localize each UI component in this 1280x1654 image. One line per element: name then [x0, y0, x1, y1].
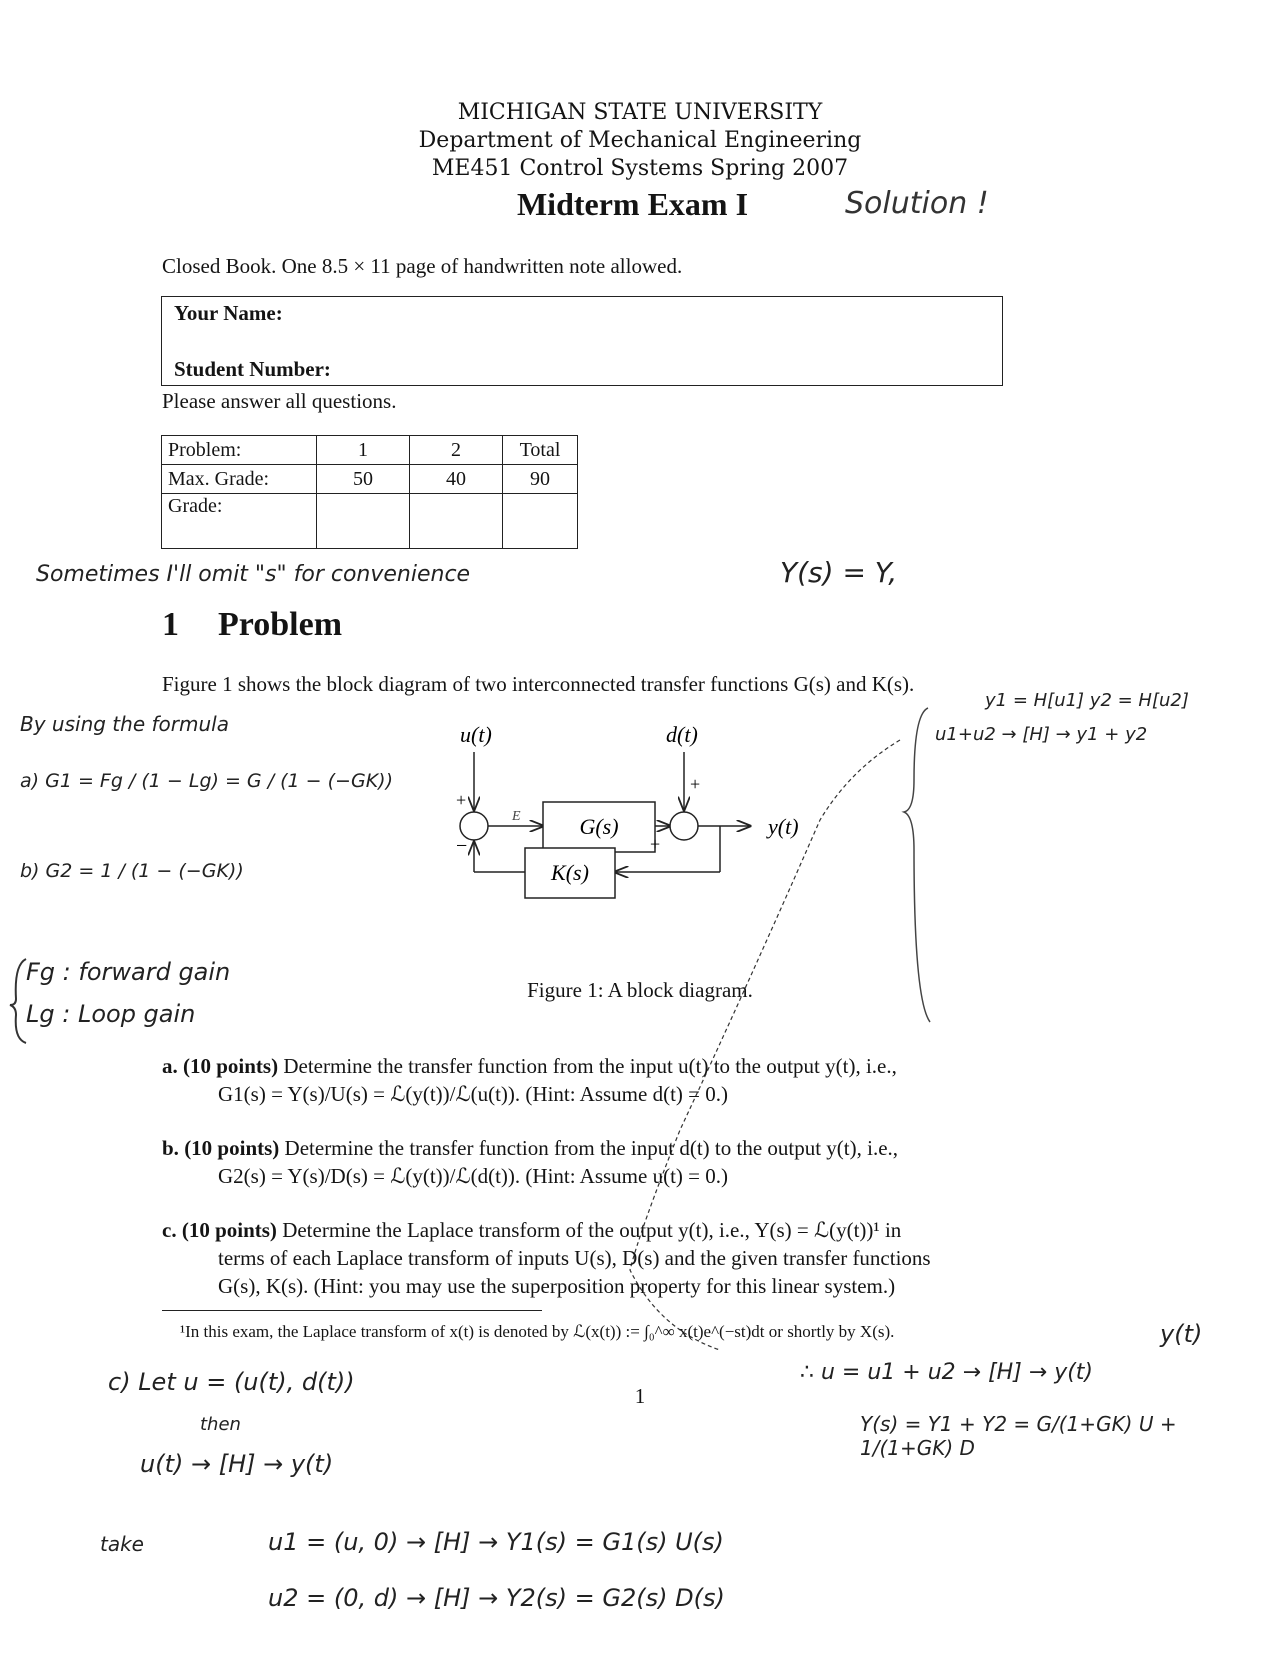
table-cell: [410, 494, 503, 549]
plus-sign: +: [456, 790, 467, 810]
table-cell: Grade:: [162, 494, 317, 549]
y-label: y(t): [768, 814, 799, 839]
question-c-text: Determine the Laplace transform of the output y(t), i.e., Y(s) = ℒ(y(t))¹ in: [282, 1218, 902, 1242]
question-a-letter: a.: [162, 1054, 178, 1078]
table-cell: Max. Grade:: [162, 465, 317, 494]
solution-note: Solution !: [845, 186, 989, 221]
handwritten-c-then: then: [200, 1414, 241, 1435]
question-c-line3: G(s), K(s). (Hint: you may use the superposition property for this linear system.): [218, 1274, 896, 1298]
exam-title: Midterm Exam I: [516, 186, 749, 222]
handwritten-c-result-1: ∴ u = u1 + u2 → [H] → y(t): [800, 1360, 1094, 1385]
handwritten-c-let: c) Let u = (u(t), d(t)): [108, 1368, 355, 1396]
table-cell: Problem:: [162, 436, 317, 465]
minus-sign: −: [456, 835, 468, 857]
table-cell: 2: [410, 436, 503, 465]
handwritten-y-note: Y(s) = Y,: [780, 556, 898, 589]
page-number: 1: [634, 1384, 646, 1408]
g-block-label: G(s): [579, 814, 619, 839]
handwritten-c-u1: u1 = (u, 0) → [H] → Y1(s) = G1(s) U(s): [268, 1528, 724, 1556]
table-row: [162, 436, 578, 465]
footnote: ¹In this exam, the Laplace transform of x(t) is denoted by ℒ(x(t)) := ∫₀^∞ x(t)e^(−st)dt or shortly by X(s).: [180, 1322, 895, 1341]
footnote-rule: [162, 1310, 542, 1311]
question-c: [162, 1216, 1122, 1300]
question-a-formula: G1(s) = Y(s)/U(s) = ℒ(y(t))/ℒ(u(t)). (Hint: Assume d(t) = 0.): [218, 1082, 728, 1106]
handwritten-c-u2: u2 = (0, d) → [H] → Y2(s) = G2(s) D(s): [268, 1584, 725, 1612]
table-cell: Total: [503, 436, 578, 465]
handwritten-superpos-top: y1 = H[u1] y2 = H[u2]: [985, 690, 1189, 711]
table-row: [162, 465, 578, 494]
handwritten-formula-intro: By using the formula: [20, 712, 229, 736]
question-c-letter: c.: [162, 1218, 177, 1242]
handwritten-y-of-t: y(t): [1160, 1320, 1203, 1348]
table-cell: [503, 494, 578, 549]
table-cell: [317, 494, 410, 549]
summing-junction-1: [460, 812, 488, 840]
handwritten-g1: a) G1 = Fg / (1 − Lg) = G / (1 − (−GK)): [20, 770, 393, 792]
handwritten-c-system: u(t) → [H] → y(t): [140, 1450, 334, 1478]
table-cell: 1: [317, 436, 410, 465]
question-a-text: Determine the transfer function from the input u(t) to the output y(t), i.e.,: [283, 1054, 897, 1078]
k-block-label: K(s): [551, 860, 589, 885]
intro-text: Figure 1 shows the block diagram of two interconnected transfer functions G(s) and K(s).: [162, 672, 915, 696]
question-a-points: (10 points): [183, 1054, 279, 1078]
plus-sign-g: +: [650, 834, 661, 854]
handwritten-omit-note: Sometimes I'll omit "s" for convenience: [36, 562, 471, 587]
handwritten-c-result-2: Y(s) = Y1 + Y2 = G/(1+GK) U + 1/(1+GK) D: [860, 1412, 1177, 1460]
question-b-formula: G2(s) = Y(s)/D(s) = ℒ(y(t))/ℒ(d(t)). (Hint: Assume u(t) = 0.): [218, 1164, 728, 1188]
section-title: Problem: [218, 606, 343, 643]
name-label: Your Name:: [174, 301, 283, 325]
grade-table: [161, 435, 578, 549]
department-name: Department of Mechanical Engineering: [418, 128, 862, 153]
table-cell: 40: [410, 465, 503, 494]
handwritten-lg-note: Lg : Loop gain: [26, 1000, 196, 1028]
university-name: MICHIGAN STATE UNIVERSITY: [457, 100, 823, 125]
handwritten-g2: b) G2 = 1 / (1 − (−GK)): [20, 860, 244, 882]
name-box: [161, 296, 1003, 386]
table-row: [162, 494, 578, 549]
table-cell: 50: [317, 465, 410, 494]
question-b-text: Determine the transfer function from the input d(t) to the output y(t), i.e.,: [284, 1136, 899, 1160]
answer-all-note: Please answer all questions.: [162, 389, 397, 413]
handwritten-fg-note: Fg : forward gain: [26, 958, 231, 986]
d-label: d(t): [666, 722, 698, 747]
question-b-letter: b.: [162, 1136, 179, 1160]
figure-caption: Figure 1: A block diagram.: [527, 978, 753, 1002]
section-number: 1: [162, 606, 179, 643]
student-number-label: Student Number:: [174, 357, 331, 381]
plus-sign-d: +: [690, 774, 701, 794]
u-label: u(t): [460, 722, 492, 747]
question-a: [162, 1052, 1122, 1108]
question-c-points: (10 points): [181, 1218, 277, 1242]
instructions: Closed Book. One 8.5 × 11 page of handwritten note allowed.: [162, 254, 683, 278]
e-mark: E: [512, 809, 521, 824]
handwritten-c-take: take: [100, 1532, 144, 1556]
course-name: ME451 Control Systems Spring 2007: [431, 156, 849, 181]
question-b: [162, 1134, 1122, 1190]
question-b-points: (10 points): [184, 1136, 280, 1160]
table-cell: 90: [503, 465, 578, 494]
handwritten-superpos-line: u1+u2 → [H] → y1 + y2: [935, 724, 1148, 745]
question-c-line2: terms of each Laplace transform of inputs U(s), D(s) and the given transfer functions: [218, 1246, 931, 1270]
